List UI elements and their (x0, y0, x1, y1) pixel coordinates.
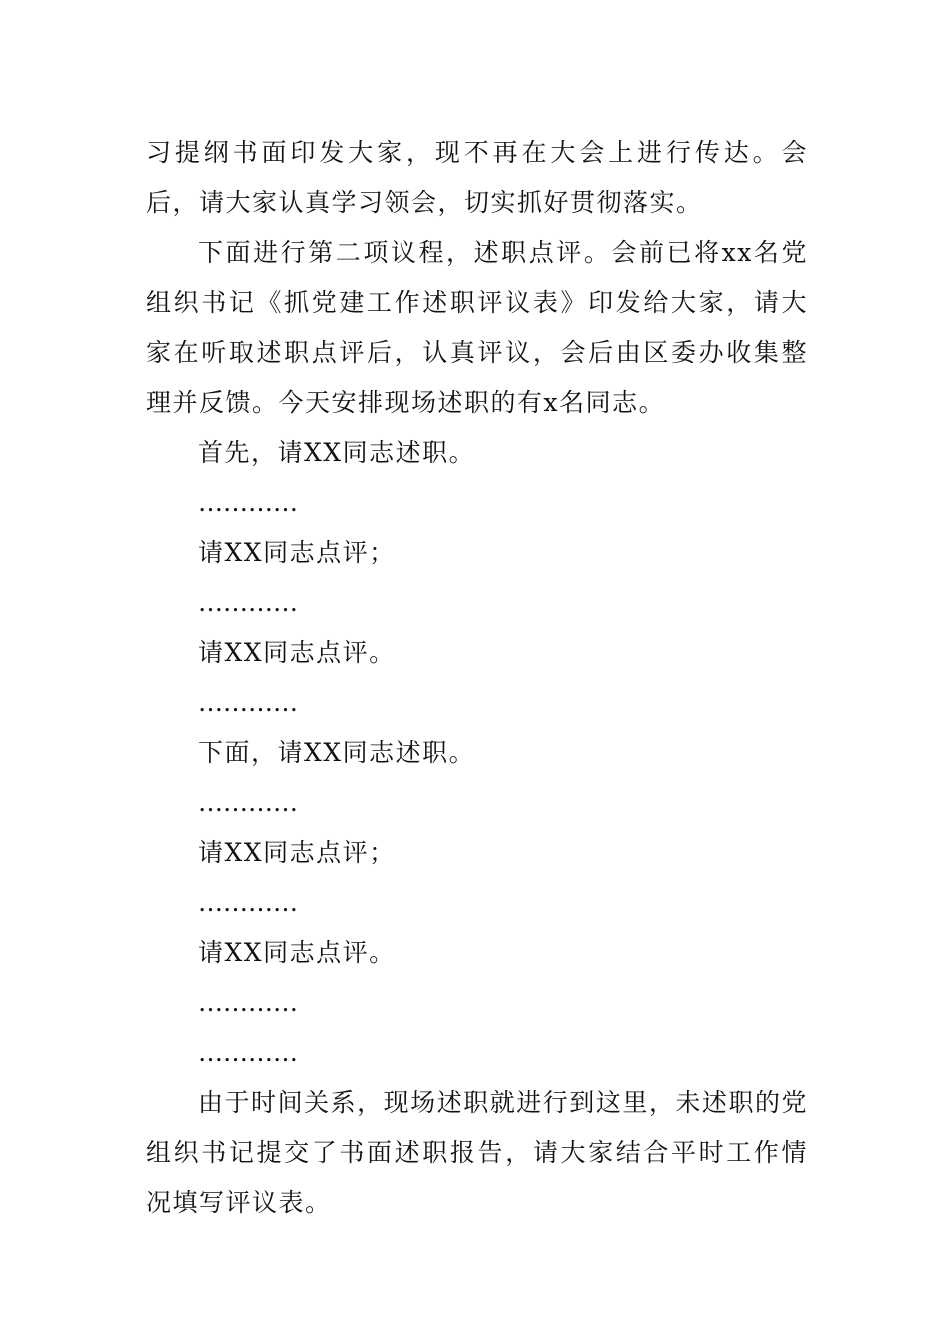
paragraph-first-report: 首先，请XX同志述职。 (198, 438, 476, 467)
paragraph-agenda-item-two: 下面进行第二项议程，述职点评。会前已将xx名党组织书记《抓党建工作述职评议表》印发给大家，请大家在听取述职点评后，认真评议，会后由区委办收集整理并反馈。今天安排现场述职的有x名同志。 (146, 238, 808, 417)
paragraph-comment-4: 请XX同志点评。 (198, 938, 396, 967)
paragraph-comment-1: 请XX同志点评； (198, 538, 396, 567)
paragraph-comment-2: 请XX同志点评。 (198, 638, 396, 667)
ellipsis-line: ………… (198, 888, 298, 917)
paragraph-comment-3: 请XX同志点评； (198, 838, 396, 867)
ellipsis-line: ………… (198, 688, 298, 717)
document-body (146, 128, 808, 1228)
paragraph-next-report: 下面，请XX同志述职。 (198, 738, 476, 767)
ellipsis-line: ………… (198, 588, 298, 617)
ellipsis-line: ………… (198, 788, 298, 817)
ellipsis-line: ………… (198, 988, 298, 1017)
paragraph-closing: 由于时间关系，现场述职就进行到这里，未述职的党组织书记提交了书面述职报告，请大家结合平时工作情况填写评议表。 (146, 1088, 808, 1217)
ellipsis-line: ………… (198, 1038, 298, 1067)
ellipsis-line: ………… (198, 488, 298, 517)
paragraph-continuation: 习提纲书面印发大家，现不再在大会上进行传达。会后，请大家认真学习领会，切实抓好贯彻落实。 (146, 138, 808, 217)
